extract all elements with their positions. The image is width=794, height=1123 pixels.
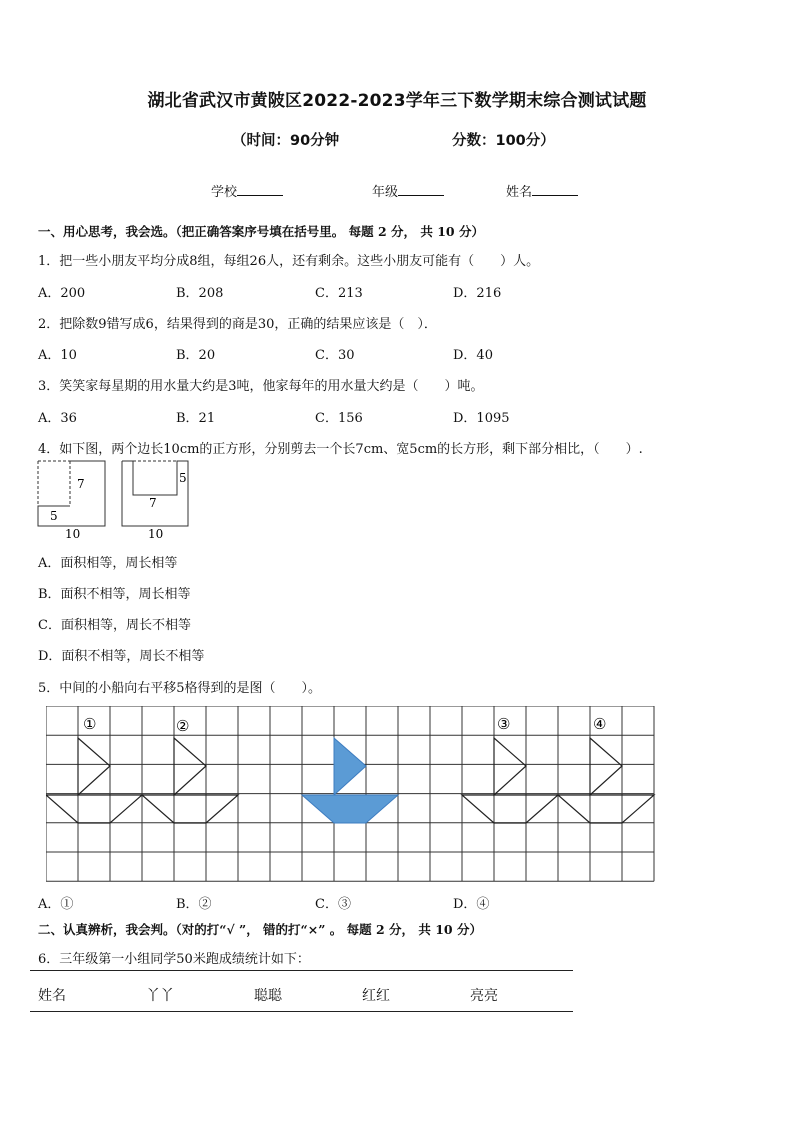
q2-option-b: B．20 bbox=[176, 348, 216, 363]
q3-option-c: C．156 bbox=[315, 411, 363, 426]
q2-option-a: A．10 bbox=[38, 348, 77, 363]
fig-a-label-5: 5 bbox=[50, 509, 58, 523]
table-header-liangliang: 亮亮 bbox=[470, 988, 498, 1004]
figure-b bbox=[122, 461, 188, 541]
q1-option-d: D．216 bbox=[453, 286, 502, 301]
ship-middle bbox=[302, 738, 398, 823]
q1-option-b: B．208 bbox=[176, 286, 224, 301]
q4-option-b: B．面积不相等，周长相等 bbox=[38, 587, 191, 602]
grade-blank bbox=[398, 183, 444, 196]
fig-b-label-5: 5 bbox=[179, 471, 187, 485]
question-5: 5．中间的小船向右平移5格得到的是图（ ）。 bbox=[38, 681, 322, 696]
q2-option-d: D．40 bbox=[453, 348, 493, 363]
label-1: ① bbox=[83, 715, 97, 733]
question-3: 3．笑笑家每星期的用水量大约是3吨，他家每年的用水量大约是（ ）吨。 bbox=[38, 379, 484, 394]
grade-field bbox=[372, 181, 444, 200]
ship-1 bbox=[46, 738, 142, 823]
q4-option-c: C．面积相等，周长不相等 bbox=[38, 618, 191, 633]
q4-figure bbox=[34, 458, 204, 542]
section1-heading: 一、用心思考，我会选。（把正确答案序号填在括号里。 每题 2 分， 共 10 分） bbox=[38, 224, 484, 239]
table-header-yaya: 丫丫 bbox=[146, 988, 174, 1004]
q5-option-a: A．① bbox=[38, 897, 74, 912]
table-top-border bbox=[30, 970, 573, 971]
name-label: 姓名 bbox=[506, 185, 533, 200]
q5-option-c: C．③ bbox=[315, 897, 351, 912]
question-4: 4．如下图，两个边长10cm的正方形，分别剪去一个长7cm、宽5cm的长方形，剩下部分相比，（ ）. bbox=[38, 442, 643, 457]
table-header-honghong: 红红 bbox=[362, 988, 390, 1004]
ship-3 bbox=[462, 738, 558, 823]
school-label: 学校 bbox=[211, 185, 238, 200]
table-header-name: 姓名 bbox=[38, 988, 66, 1004]
label-4: ④ bbox=[593, 715, 607, 733]
label-2: ② bbox=[176, 717, 190, 735]
name-field bbox=[506, 181, 578, 200]
q4-option-a: A．面积相等，周长相等 bbox=[38, 556, 178, 571]
question-2: 2．把除数9错写成6，结果得到的商是30，正确的结果应该是（ ）． bbox=[38, 317, 437, 332]
question-6: 6．三年级第一小组同学50米跑成绩统计如下： bbox=[38, 952, 310, 967]
exam-score: 分数：100分） bbox=[452, 133, 555, 149]
ship-4 bbox=[558, 738, 654, 823]
q2-option-c: C．30 bbox=[315, 348, 355, 363]
q3-option-d: D．1095 bbox=[453, 411, 510, 426]
q1-option-c: C．213 bbox=[315, 286, 363, 301]
question-1: 1．把一些小朋友平均分成8组，每组26人，还有剩余。这些小朋友可能有（ ）人。 bbox=[38, 254, 540, 269]
school-blank bbox=[237, 183, 283, 196]
q4-option-d: D．面积不相等，周长不相等 bbox=[38, 649, 205, 664]
grade-label: 年级 bbox=[372, 185, 399, 200]
table-row-border bbox=[30, 1011, 573, 1012]
fig-a-label-7: 7 bbox=[77, 477, 85, 491]
grid-lines bbox=[46, 706, 654, 881]
table-header-congcong: 聪聪 bbox=[254, 988, 282, 1004]
fig-b-label-10: 10 bbox=[148, 527, 164, 541]
figure-a bbox=[38, 461, 105, 541]
name-blank bbox=[532, 183, 578, 196]
exam-time: （时间：90分钟 bbox=[232, 133, 340, 149]
fig-b-label-7: 7 bbox=[149, 496, 157, 510]
q3-option-b: B．21 bbox=[176, 411, 216, 426]
q3-option-a: A．36 bbox=[38, 411, 77, 426]
section2-heading: 二、认真辨析，我会判。（对的打“√ ”， 错的打“×” 。 每题 2 分， 共 10 分） bbox=[38, 922, 482, 937]
ship-2 bbox=[142, 738, 238, 823]
page-title: 湖北省武汉市黄陂区2022-2023学年三下数学期末综合测试试题 bbox=[147, 91, 647, 111]
q5-option-b: B．② bbox=[176, 897, 212, 912]
q1-option-a: A．200 bbox=[38, 286, 86, 301]
label-3: ③ bbox=[497, 715, 511, 733]
school-field bbox=[211, 181, 283, 200]
q5-option-d: D．④ bbox=[453, 897, 490, 912]
fig-a-label-10: 10 bbox=[65, 527, 81, 541]
q5-grid-figure bbox=[46, 706, 656, 886]
